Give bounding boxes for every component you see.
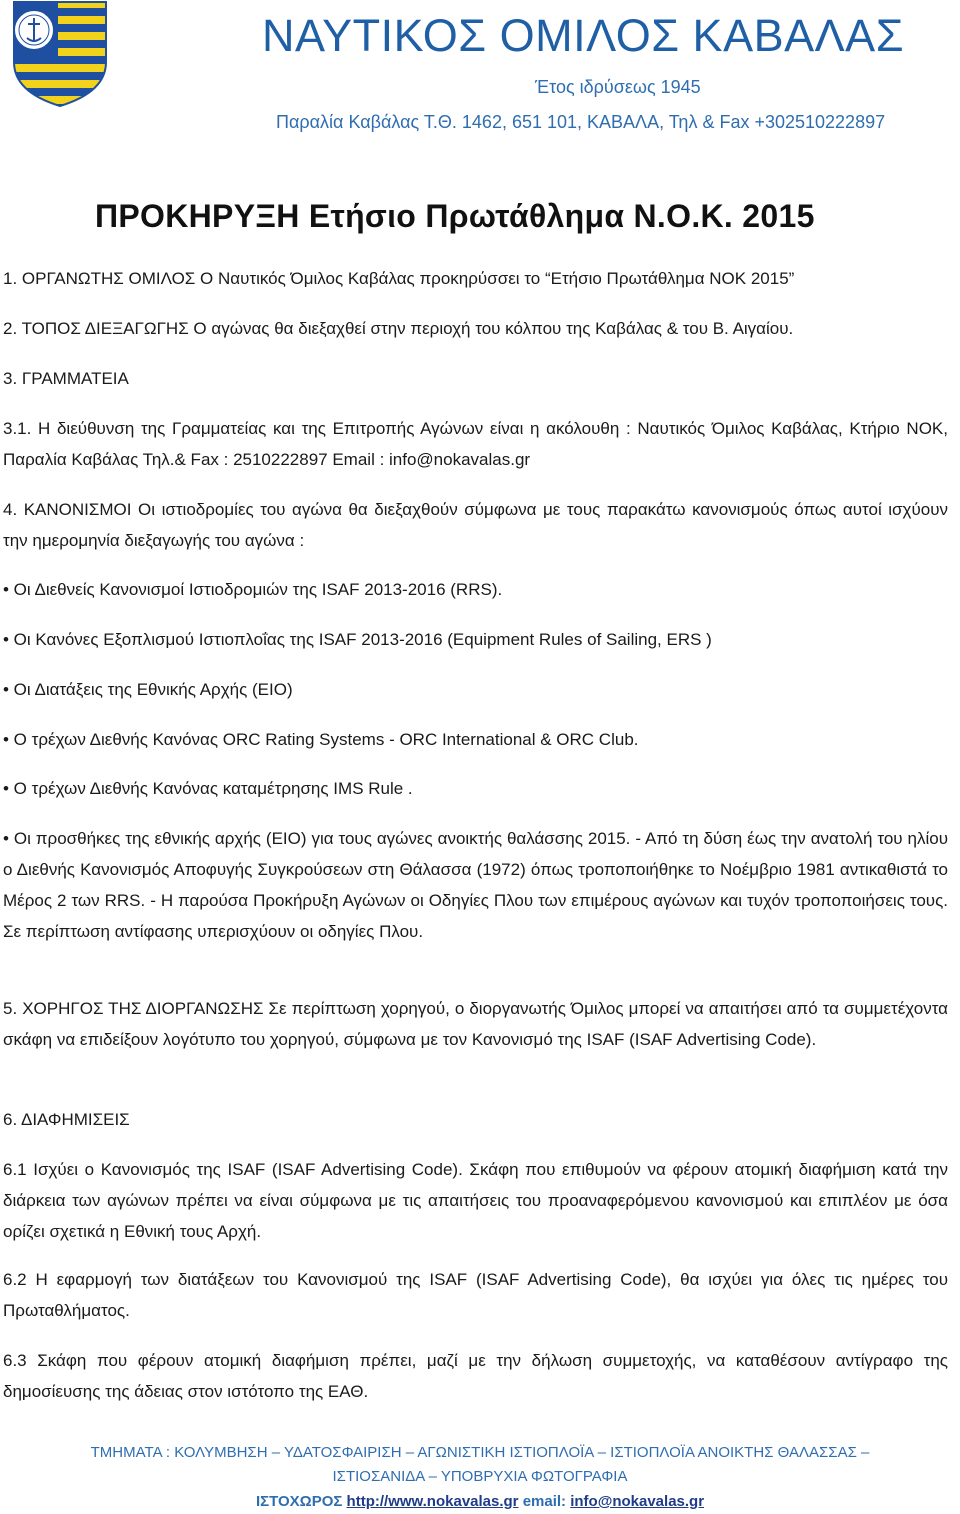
rules-bullet-orc: • Ο τρέχων Διεθνής Κανόνας ORC Rating Systems - ORC International & ORC Club. xyxy=(3,730,639,749)
section-5-sponsor: 5. ΧΟΡΗΓΟΣ ΤΗΣ ΔΙΟΡΓΑΝΩΣΗΣ Σε περίπτωση χορηγού, ο διοργανωτής Όμιλος μπορεί να απαιτήσει από τα συμμετέχοντα σκάφη να επιδείξουν λογότυπο του χορηγού, σύμφωνα με τον Κανονισμό της ISAF (ISAF Advertising Code). xyxy=(3,999,948,1049)
email-link[interactable]: info@nokavalas.gr xyxy=(570,1493,705,1510)
section-4-rules: 4. ΚΑΝΟΝΙΣΜΟΙ Οι ιστιοδρομίες του αγώνα θα διεξαχθούν σύμφωνα με τους παρακάτω κανονισμούς όπως αυτοί ισχύουν την ημερομηνία διεξαγωγής του αγώνα : xyxy=(3,500,948,550)
section-6-1: 6.1 Ισχύει ο Κανονισμός της ISAF (ISAF Advertising Code). Σκάφη που επιθυμούν να φέρουν ατομική διαφήμιση κατά την διάρκεια των αγώνων πρέπει να είναι σύμφωνα με τις απαιτήσεις του προαναφερόμενου κανονισμού και επιπλέον με όσα ορίζει σχετικά η Εθνική τους Αρχή. xyxy=(3,1160,948,1241)
section-1-organizer: 1. ΟΡΓΑΝΩΤΗΣ ΟΜΙΛΟΣ Ο Ναυτικός Όμιλος Καβάλας προκηρύσσει το “Ετήσιο Πρωτάθλημα ΝΟΚ 2015” xyxy=(3,269,795,288)
footer-departments-1: ΤΜΗΜΑΤΑ : ΚΟΛΥΜΒΗΣΗ – ΥΔΑΤΟΣΦΑΙΡΙΣΗ – ΑΓΩΝΙΣΤΙΚΗ ΙΣΤΙΟΠΛΟΪΑ – ΙΣΤΙΟΠΛΟΪΑ ΑΝΟΙΚΤΗΣ ΘΑΛΑΣΣΑΣ – xyxy=(90,1444,870,1461)
founded-year: Έτος ιδρύσεως 1945 xyxy=(535,77,701,97)
rules-bullet-rrs: • Οι Διεθνείς Κανονισμοί Ιστιοδρομιών της ISAF 2013-2016 (RRS). xyxy=(3,580,503,599)
rules-bullet-ims: • Ο τρέχων Διεθνής Κανόνας καταμέτρησης IMS Rule . xyxy=(3,779,413,798)
document-title: ΠΡΟΚΗΡΥΞΗ Ετήσιο Πρωτάθλημα Ν.Ο.Κ. 2015 xyxy=(95,198,815,234)
footer-contact xyxy=(0,1490,960,1514)
club-logo xyxy=(10,0,110,108)
section-6-2: 6.2 Η εφαρμογή των διατάξεων του Κανονισμού της ISAF (ISAF Advertising Code), θα ισχύει για όλες τις ημέρες του Πρωταθλήματος. xyxy=(3,1270,948,1320)
section-2-venue: 2. ΤΟΠΟΣ ΔΙΕΞΑΓΩΓΗΣ Ο αγώνας θα διεξαχθεί στην περιοχή του κόλπου της Καβάλας & του Β. Αιγαίου. xyxy=(3,319,794,338)
footer-departments-2: ΙΣΤΙΟΣΑΝΙΔΑ – ΥΠΟΒΡΥΧΙΑ ΦΩΤΟΓΡΑΦΙΑ xyxy=(332,1468,628,1485)
rules-bullet-eio: • Οι Διατάξεις της Εθνικής Αρχής (ΕΙΟ) xyxy=(3,680,293,699)
club-name: ΝΑΥΤΙΚΟΣ ΟΜΙΛΟΣ ΚΑΒΑΛΑΣ xyxy=(262,10,905,61)
section-3-secretariat: 3. ΓΡΑΜΜΑΤΕΙΑ xyxy=(3,369,129,388)
section-6-advertising: 6. ΔΙΑΦΗΜΙΣΕΙΣ xyxy=(3,1110,130,1129)
footer-site-label: ΙΣΤΟΧΩΡΟΣ xyxy=(255,1493,347,1510)
section-6-3: 6.3 Σκάφη που φέρουν ατομική διαφήμιση πρέπει, μαζί με την δήλωση συμμετοχής, να καταθέσουν αντίγραφο της δημοσίευσης της άδειας στον ιστότοπο της ΕΑΘ. xyxy=(3,1351,948,1401)
section-3-1-address: 3.1. Η διεύθυνση της Γραμματείας και της Επιτροπής Αγώνων είναι η ακόλουθη : Ναυτικός Όμιλος Καβάλας, Κτήριο ΝΟΚ, Παραλία Καβάλας Τηλ.& Fax : 2510222897 Email : info@nokavalas.gr xyxy=(3,419,948,469)
rules-bullet-ers: • Οι Κανόνες Εξοπλισμού Ιστιοπλοΐας της ISAF 2013-2016 (Equipment Rules of Sailing, ERS ) xyxy=(3,630,712,649)
club-address: Παραλία Καβάλας Τ.Θ. 1462, 651 101, ΚΑΒΑΛΑ, Τηλ & Fax +302510222897 xyxy=(276,112,886,132)
website-link[interactable]: http://www.nokavalas.gr xyxy=(346,1493,519,1510)
footer-email-label: email: xyxy=(518,1493,571,1510)
rules-bullet-eio-additions: • Οι προσθήκες της εθνικής αρχής (ΕΙΟ) για τους αγώνες ανοικτής θαλάσσης 2015. - Από τη δύση έως την ανατολή του ηλίου ο Διεθνής Κανονισμός Αποφυγής Συγκρούσεων στη Θάλασσα (1972) όπως τροποποιήθηκε το Νοέμβριο 1981 αντικαθιστά το Μέρος 2 των RRS. - Η παρούσα Προκήρυξη Αγώνων οι Οδηγίες Πλου των επιμέρους αγώνων και τυχόν τροποποιήσεις τους. Σε περίπτωση αντίφασης υπερισχύουν οι οδηγίες Πλου. xyxy=(3,829,948,941)
